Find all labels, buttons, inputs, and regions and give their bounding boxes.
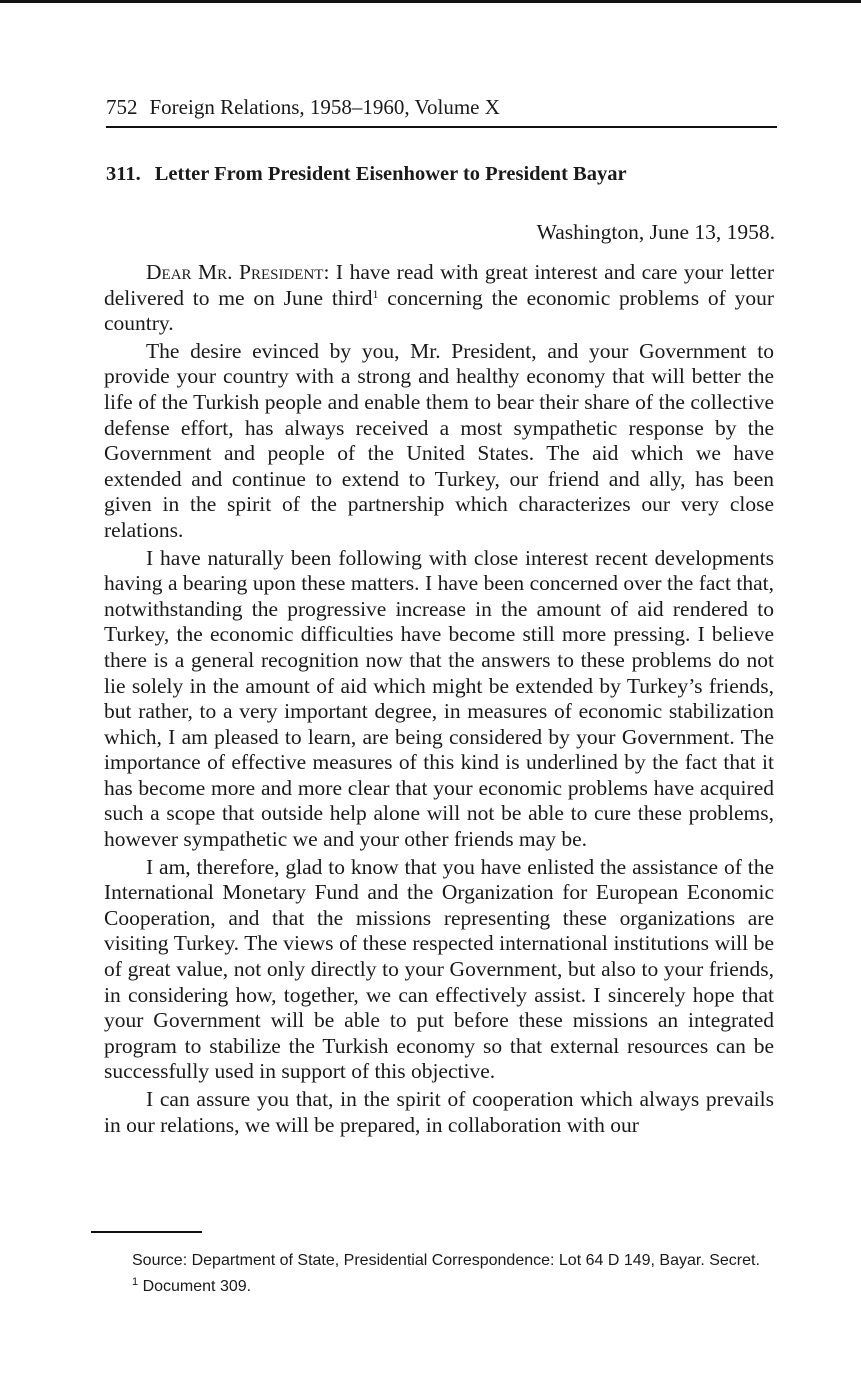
salutation: Dear Mr. President: bbox=[146, 260, 330, 284]
footnote-rule bbox=[91, 1231, 202, 1233]
document-title: Letter From President Eisenhower to President Bayar bbox=[154, 163, 627, 185]
document-heading bbox=[106, 160, 776, 188]
dateline: Washington, June 13, 1958. bbox=[536, 220, 775, 244]
paragraph-1: Dear Mr. President: I have read with great interest and care your letter delivered to me on June third$^1$ concerning the economic problems of your country. bbox=[104, 260, 774, 336]
header-rule bbox=[106, 126, 777, 128]
document-number: 311. bbox=[106, 163, 141, 185]
footnote-reference: 1 bbox=[372, 286, 379, 301]
paragraph-4: I am, therefore, glad to know that you have enlisted the assistance of the International Monetary Fund and the Organization for European Economic Cooperation, and that the missions representing these organizations are visiting Turkey. The views of these respected international institutions will be of great value, not only directly to your Government, but also to your friends, in considering how, together, we can effectively assist. I sincerely hope that your Government will be able to put before these missions an integrated program to stabilize the Turkish economy so that external resources can be successfully used in support of this objective. bbox=[104, 854, 774, 1084]
running-head bbox=[106, 93, 776, 121]
volume-title: Foreign Relations, 1958–1960, Volume X bbox=[149, 95, 500, 119]
footnotes bbox=[90, 1251, 762, 1303]
letter-body bbox=[104, 260, 774, 1140]
paragraph-2: The desire evinced by you, Mr. President, and your Government to provide your country with a strong and healthy economy that will better the life of the Turkish people and enable them to bear their share of the collective defense effort, has always received a most sympathetic response by the Government and people of the United States. The aid which we have extended and continue to extend to Turkey, our friend and ally, has been given in the spirit of the partnership which characterizes our very close relations. bbox=[104, 338, 774, 542]
paragraph-5: I can assure you that, in the spirit of cooperation which always prevails in our relations, we will be prepared, in collaboration with our bbox=[104, 1087, 774, 1137]
footnote-marker: 1 bbox=[132, 1276, 139, 1288]
source-note: Source: Department of State, Presidential Correspondence: Lot 64 D 149, Bayar. Secret. bbox=[132, 1252, 760, 1269]
paragraph-3: I have naturally been following with close interest recent developments having a bearing upon these matters. I have been concerned over the fact that, notwithstanding the progressive increase in the amount of aid rendered to Turkey, the economic difficulties have become still more pressing. I believe there is a general recognition now that the answers to these problems do not lie solely in the amount of aid which might be extended by Turkey’s friends, but rather, to a very important degree, in measures of economic stabilization which, I am pleased to learn, are being considered by your Government. The importance of effective measures of this kind is underlined by the fact that it has become more and more clear that your economic problems have acquired such a scope that outside help alone will not be able to cure these problems, however sympathetic we and your other friends may be. bbox=[104, 545, 774, 852]
footnote-1: $^1$ Document 309. bbox=[132, 1276, 252, 1295]
top-edge-rule bbox=[0, 0, 861, 3]
page-number: 752 bbox=[106, 95, 138, 119]
